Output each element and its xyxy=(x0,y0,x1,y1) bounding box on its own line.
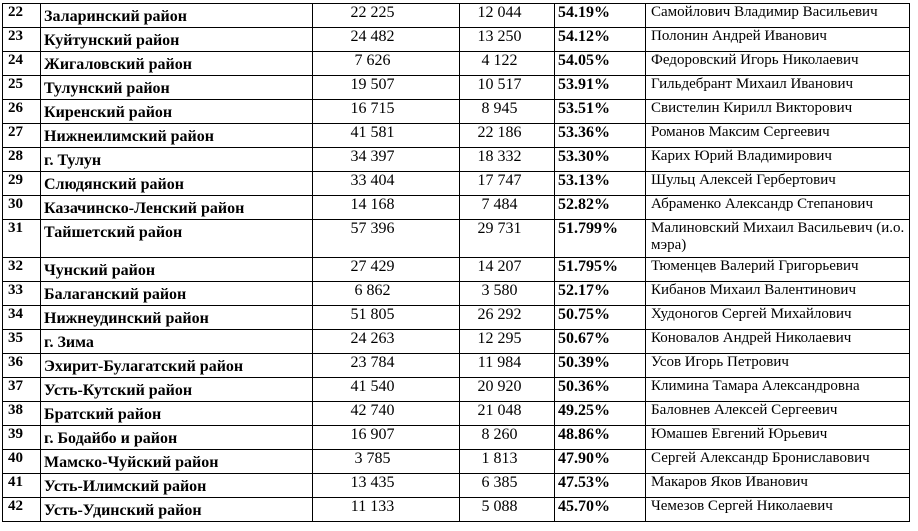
total-count: 16 715 xyxy=(313,100,460,124)
district-name: Усть-Кутский район xyxy=(41,378,313,402)
district-name: Тайшетский район xyxy=(41,220,313,258)
total-count: 24 263 xyxy=(313,330,460,354)
table-row xyxy=(3,282,910,306)
row-number: 27 xyxy=(3,124,41,148)
total-count: 11 133 xyxy=(313,498,460,522)
count: 18 332 xyxy=(460,148,555,172)
total-count: 41 540 xyxy=(313,378,460,402)
percentage: 53.51% xyxy=(555,100,646,124)
count: 21 048 xyxy=(460,402,555,426)
total-count: 13 435 xyxy=(313,474,460,498)
percentage: 48.86% xyxy=(555,426,646,450)
head-name: Абраменко Александр Степанович xyxy=(646,196,910,220)
total-count: 41 581 xyxy=(313,124,460,148)
row-number: 24 xyxy=(3,52,41,76)
district-name: г. Тулун xyxy=(41,148,313,172)
results-table-wrapper xyxy=(2,3,910,522)
table-row xyxy=(3,306,910,330)
row-number: 29 xyxy=(3,172,41,196)
head-name: Полонин Андрей Иванович xyxy=(646,28,910,52)
row-number: 26 xyxy=(3,100,41,124)
count: 5 088 xyxy=(460,498,555,522)
percentage: 53.36% xyxy=(555,124,646,148)
row-number: 28 xyxy=(3,148,41,172)
count: 7 484 xyxy=(460,196,555,220)
percentage: 54.19% xyxy=(555,4,646,28)
table-row xyxy=(3,148,910,172)
table-row xyxy=(3,172,910,196)
head-name: Романов Максим Сергеевич xyxy=(646,124,910,148)
count: 29 731 xyxy=(460,220,555,258)
total-count: 19 507 xyxy=(313,76,460,100)
head-name: Коновалов Андрей Николаевич xyxy=(646,330,910,354)
table-row xyxy=(3,330,910,354)
total-count: 24 482 xyxy=(313,28,460,52)
total-count: 16 907 xyxy=(313,426,460,450)
count: 11 984 xyxy=(460,354,555,378)
district-name: Эхирит-Булагатский район xyxy=(41,354,313,378)
row-number: 39 xyxy=(3,426,41,450)
row-number: 34 xyxy=(3,306,41,330)
total-count: 42 740 xyxy=(313,402,460,426)
percentage: 54.05% xyxy=(555,52,646,76)
table-row xyxy=(3,474,910,498)
table-row xyxy=(3,354,910,378)
percentage: 50.67% xyxy=(555,330,646,354)
head-name: Чемезов Сергей Николаевич xyxy=(646,498,910,522)
row-number: 25 xyxy=(3,76,41,100)
total-count: 23 784 xyxy=(313,354,460,378)
table-row xyxy=(3,378,910,402)
head-name: Сергей Александр Брониславович xyxy=(646,450,910,474)
district-name: Казачинско-Ленский район xyxy=(41,196,313,220)
row-number: 30 xyxy=(3,196,41,220)
head-name: Баловнев Алексей Сергеевич xyxy=(646,402,910,426)
percentage: 52.82% xyxy=(555,196,646,220)
total-count: 51 805 xyxy=(313,306,460,330)
table-row xyxy=(3,498,910,522)
total-count: 57 396 xyxy=(313,220,460,258)
district-name: Тулунский район xyxy=(41,76,313,100)
table-row xyxy=(3,28,910,52)
total-count: 7 626 xyxy=(313,52,460,76)
count: 17 747 xyxy=(460,172,555,196)
count: 14 207 xyxy=(460,258,555,282)
percentage: 50.75% xyxy=(555,306,646,330)
percentage: 51.799% xyxy=(555,220,646,258)
head-name: Климина Тамара Александровна xyxy=(646,378,910,402)
table-row xyxy=(3,196,910,220)
count: 6 385 xyxy=(460,474,555,498)
row-number: 35 xyxy=(3,330,41,354)
total-count: 3 785 xyxy=(313,450,460,474)
percentage: 49.25% xyxy=(555,402,646,426)
head-name: Карих Юрий Владимирович xyxy=(646,148,910,172)
district-name: Жигаловский район xyxy=(41,52,313,76)
head-name: Шульц Алексей Гербертович xyxy=(646,172,910,196)
count: 8 945 xyxy=(460,100,555,124)
percentage: 50.39% xyxy=(555,354,646,378)
row-number: 42 xyxy=(3,498,41,522)
district-name: Нижнеудинский район xyxy=(41,306,313,330)
row-number: 31 xyxy=(3,220,41,258)
count: 13 250 xyxy=(460,28,555,52)
percentage: 47.90% xyxy=(555,450,646,474)
head-name: Самойлович Владимир Васильевич xyxy=(646,4,910,28)
percentage: 45.70% xyxy=(555,498,646,522)
total-count: 33 404 xyxy=(313,172,460,196)
row-number: 41 xyxy=(3,474,41,498)
row-number: 38 xyxy=(3,402,41,426)
district-name: Слюдянский район xyxy=(41,172,313,196)
head-name: Усов Игорь Петрович xyxy=(646,354,910,378)
count: 8 260 xyxy=(460,426,555,450)
district-name: г. Зима xyxy=(41,330,313,354)
table-row xyxy=(3,52,910,76)
head-name: Свистелин Кирилл Викторович xyxy=(646,100,910,124)
district-name: Усть-Илимский район xyxy=(41,474,313,498)
table-row xyxy=(3,426,910,450)
head-name: Федоровский Игорь Николаевич xyxy=(646,52,910,76)
total-count: 14 168 xyxy=(313,196,460,220)
percentage: 53.91% xyxy=(555,76,646,100)
head-name: Тюменцев Валерий Григорьевич xyxy=(646,258,910,282)
total-count: 6 862 xyxy=(313,282,460,306)
percentage: 47.53% xyxy=(555,474,646,498)
table-row xyxy=(3,76,910,100)
district-name: Усть-Удинский район xyxy=(41,498,313,522)
head-name: Юмашев Евгений Юрьевич xyxy=(646,426,910,450)
district-name: Киренский район xyxy=(41,100,313,124)
results-table xyxy=(2,3,910,522)
count: 26 292 xyxy=(460,306,555,330)
district-name: Куйтунский район xyxy=(41,28,313,52)
percentage: 53.30% xyxy=(555,148,646,172)
head-name: Малиновский Михаил Васильевич (и.о. мэра) xyxy=(646,220,910,258)
head-name: Кибанов Михаил Валентинович xyxy=(646,282,910,306)
total-count: 27 429 xyxy=(313,258,460,282)
table-row xyxy=(3,100,910,124)
district-name: Братский район xyxy=(41,402,313,426)
percentage: 54.12% xyxy=(555,28,646,52)
percentage: 51.795% xyxy=(555,258,646,282)
district-name: г. Бодайбо и район xyxy=(41,426,313,450)
table-row xyxy=(3,124,910,148)
district-name: Балаганский район xyxy=(41,282,313,306)
table-row xyxy=(3,450,910,474)
row-number: 36 xyxy=(3,354,41,378)
table-row xyxy=(3,4,910,28)
results-table-body xyxy=(3,4,910,522)
district-name: Заларинский район xyxy=(41,4,313,28)
head-name: Худоногов Сергей Михайлович xyxy=(646,306,910,330)
table-row xyxy=(3,220,910,258)
count: 12 295 xyxy=(460,330,555,354)
count: 20 920 xyxy=(460,378,555,402)
district-name: Мамско-Чуйский район xyxy=(41,450,313,474)
head-name: Макаров Яков Иванович xyxy=(646,474,910,498)
percentage: 53.13% xyxy=(555,172,646,196)
total-count: 22 225 xyxy=(313,4,460,28)
row-number: 40 xyxy=(3,450,41,474)
row-number: 23 xyxy=(3,28,41,52)
count: 22 186 xyxy=(460,124,555,148)
count: 1 813 xyxy=(460,450,555,474)
percentage: 52.17% xyxy=(555,282,646,306)
total-count: 34 397 xyxy=(313,148,460,172)
table-row xyxy=(3,258,910,282)
district-name: Чунский район xyxy=(41,258,313,282)
row-number: 32 xyxy=(3,258,41,282)
count: 10 517 xyxy=(460,76,555,100)
count: 4 122 xyxy=(460,52,555,76)
row-number: 37 xyxy=(3,378,41,402)
count: 12 044 xyxy=(460,4,555,28)
count: 3 580 xyxy=(460,282,555,306)
district-name: Нижнеилимский район xyxy=(41,124,313,148)
row-number: 22 xyxy=(3,4,41,28)
row-number: 33 xyxy=(3,282,41,306)
percentage: 50.36% xyxy=(555,378,646,402)
table-row xyxy=(3,402,910,426)
head-name: Гильдебрант Михаил Иванович xyxy=(646,76,910,100)
